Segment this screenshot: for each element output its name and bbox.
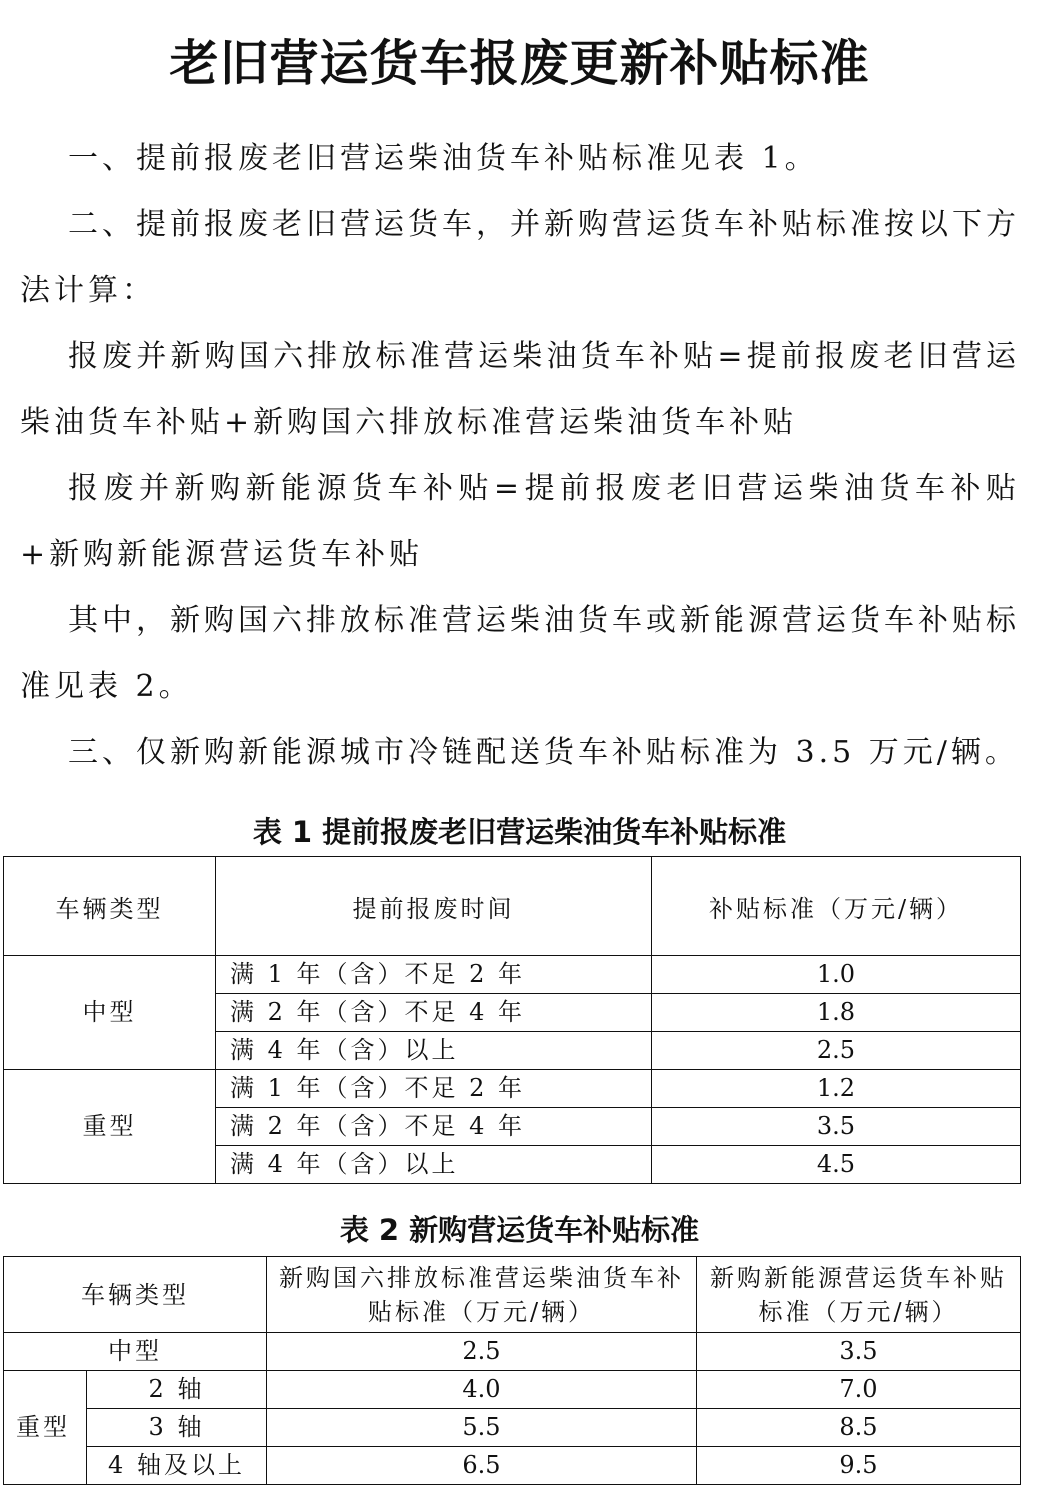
time-cell: 满 2 年（含）不足 4 年 (216, 994, 652, 1032)
axle-cell: 3 轴 (87, 1409, 267, 1447)
value-cell: 1.2 (652, 1070, 1021, 1108)
diesel-value-cell: 2.5 (267, 1333, 697, 1371)
diesel-value-cell: 4.0 (267, 1371, 697, 1409)
table-row (4, 857, 1021, 956)
time-cell: 满 1 年（含）不足 2 年 (216, 956, 652, 994)
axle-cell: 2 轴 (87, 1371, 267, 1409)
time-cell: 满 4 年（含）以上 (216, 1032, 652, 1070)
table-header-cell: 新购国六排放标准营运柴油货车补贴标准（万元/辆） (267, 1257, 697, 1333)
ev-value-cell: 7.0 (697, 1371, 1021, 1409)
paragraph-1: 一、提前报废老旧营运柴油货车补贴标准见表 1。 (68, 141, 819, 176)
time-cell: 满 4 年（含）以上 (216, 1146, 652, 1184)
time-cell: 满 1 年（含）不足 2 年 (216, 1070, 652, 1108)
value-cell: 1.8 (652, 994, 1021, 1032)
diesel-value-cell: 5.5 (267, 1409, 697, 1447)
table-row (4, 1070, 1021, 1108)
document-title: 老旧营运货车报废更新补贴标准 (169, 35, 870, 92)
paragraph-6: 三、仅新购新能源城市冷链配送货车补贴标准为 3.5 万元/辆。 (68, 735, 1019, 770)
vehicle-type-cell: 中型 (4, 956, 216, 1070)
vehicle-type-cell: 重型 (4, 1070, 216, 1184)
axle-cell: 4 轴及以上 (87, 1447, 267, 1485)
table-2-caption: 表 2 新购营运货车补贴标准 (339, 1213, 700, 1247)
table-row (4, 956, 1021, 994)
table-1-caption: 表 1 提前报废老旧营运柴油货车补贴标准 (252, 815, 787, 849)
table-header-cell: 车辆类型 (4, 1257, 267, 1333)
table-row (4, 1371, 1021, 1409)
paragraph-3: 报废并新购国六排放标准营运柴油货车补贴=提前报废老旧营运柴油货车补贴+新购国六排放标准营运柴油货车补贴 (20, 339, 1020, 440)
table-1 (3, 856, 1021, 1184)
table-header-cell: 提前报废时间 (216, 857, 652, 956)
table-header-cell: 新购新能源营运货车补贴标准（万元/辆） (697, 1257, 1021, 1333)
table-row (4, 1333, 1021, 1371)
vehicle-type-cell: 中型 (4, 1333, 267, 1371)
diesel-value-cell: 6.5 (267, 1447, 697, 1485)
table-header-cell: 补贴标准（万元/辆） (652, 857, 1021, 956)
time-cell: 满 2 年（含）不足 4 年 (216, 1108, 652, 1146)
value-cell: 3.5 (652, 1108, 1021, 1146)
paragraph-5: 其中，新购国六排放标准营运柴油货车或新能源营运货车补贴标准见表 2。 (20, 603, 1020, 704)
ev-value-cell: 3.5 (697, 1333, 1021, 1371)
table-row (4, 1409, 1021, 1447)
paragraph-2: 二、提前报废老旧营运货车，并新购营运货车补贴标准按以下方法计算： (20, 207, 1020, 308)
table-2 (3, 1256, 1021, 1485)
ev-value-cell: 8.5 (697, 1409, 1021, 1447)
table-row (4, 1447, 1021, 1485)
table-header-cell: 车辆类型 (4, 857, 216, 956)
table-row (4, 1257, 1021, 1333)
paragraph-4: 报废并新购新能源货车补贴=提前报废老旧营运柴油货车补贴+新购新能源营运货车补贴 (20, 471, 1020, 572)
value-cell: 1.0 (652, 956, 1021, 994)
value-cell: 2.5 (652, 1032, 1021, 1070)
vehicle-type-cell: 重型 (4, 1371, 87, 1485)
value-cell: 4.5 (652, 1146, 1021, 1184)
ev-value-cell: 9.5 (697, 1447, 1021, 1485)
